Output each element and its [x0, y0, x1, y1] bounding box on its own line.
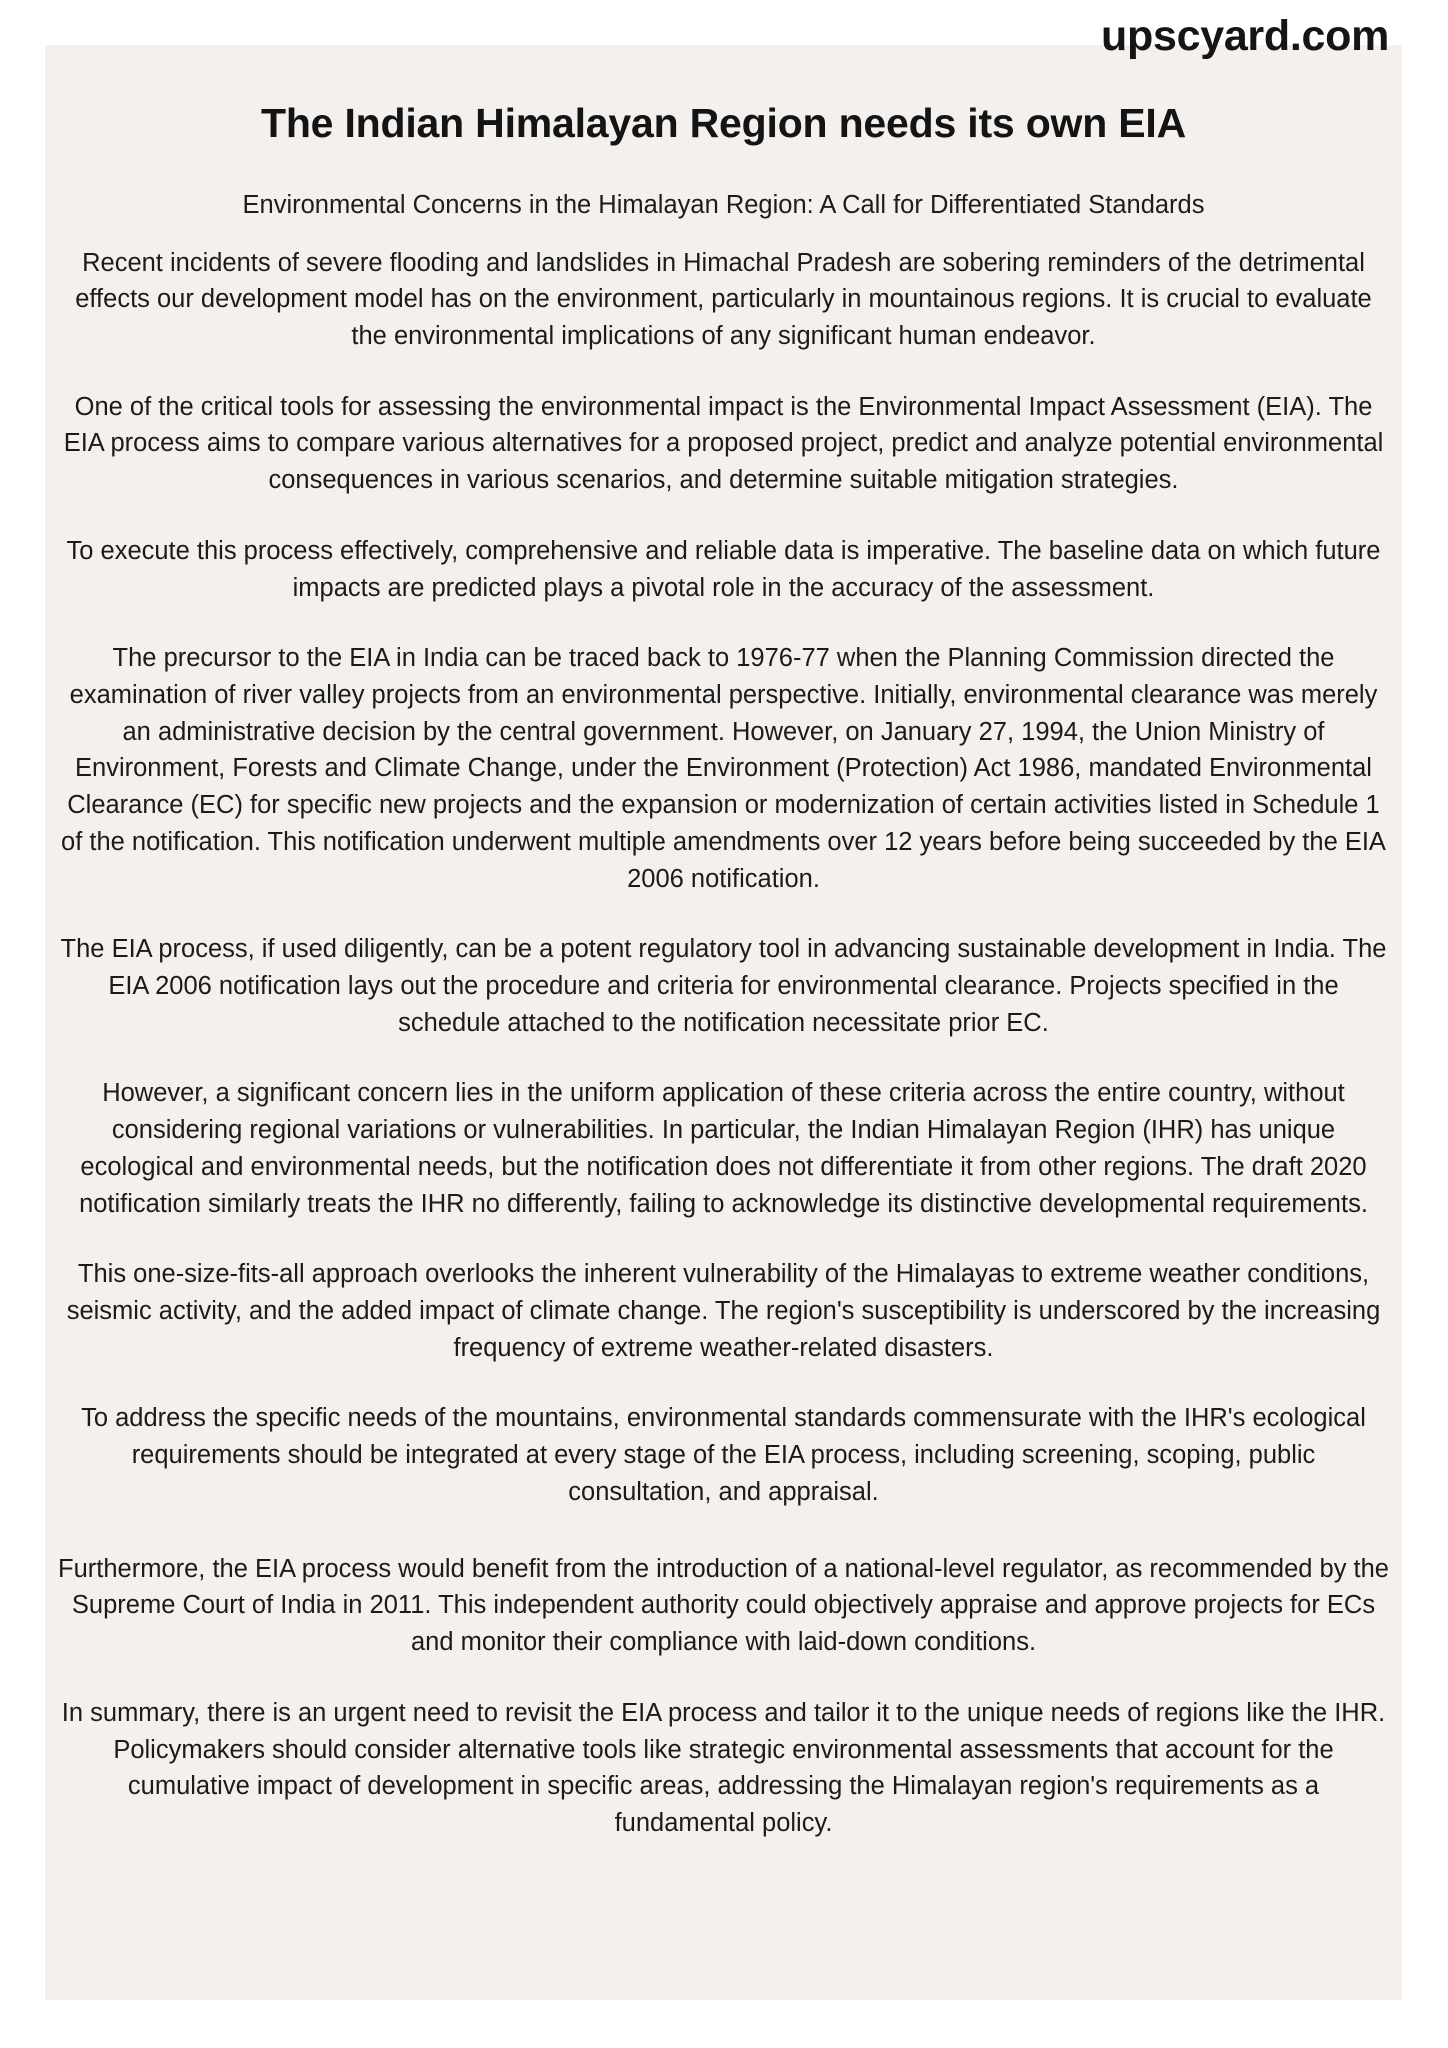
article-content-panel [45, 12, 1402, 2000]
article-paragraph: In summary, there is an urgent need to revisit the EIA process and tailor it to the unique needs of regions like the IHR. Policymakers should consider alternative tools like strategic environmental assessments that account for the cumulative impact of development in specific areas, addressing the Himalayan region's requirements as a fundamental policy. [61, 1698, 1386, 1837]
article-paragraph: The EIA process, if used diligently, can be a potent regulatory tool in advancing sustainable development in India. The EIA 2006 notification lays out the procedure and criteria for environmental clearance. Projects specified in the schedule attached to the notification necessitate prior EC. [60, 935, 1387, 1037]
site-brand-watermark: upscyard.com [1101, 12, 1389, 60]
article-body [45, 245, 1402, 1842]
article-paragraph: Furthermore, the EIA process would benefit from the introduction of a national-level regulator, as recommended by the Supreme Court of India in 2011. This independent authority could objectively appraise and approve projects for ECs and monitor their compliance with laid-down conditions. [58, 1554, 1389, 1657]
article-paragraph: The precursor to the EIA in India can be traced back to 1976-77 when the Planning Commission directed the examination of river valley projects from an environmental perspective. Initially, environmental clearance was merely an administrative decision by the central government. However, on January 27, 1994, the Union Ministry of Environment, Forests and Climate Change, under the Environment (Protection) Act 1986, mandated Environmental Clearance (EC) for specific new projects and the expansion or modernization of certain activities listed in Schedule 1 of the notification. This notification underwent multiple amendments over 12 years before being succeeded by the EIA 2006 notification. [61, 644, 1386, 893]
article-subtitle: Environmental Concerns in the Himalayan Region: A Call for Differentiated Standards [242, 191, 1205, 220]
article-paragraph: To execute this process effectively, comprehensive and reliable data is imperative. The baseline data on which future impacts are predicted plays a pivotal role in the accuracy of the assessment. [66, 536, 1381, 602]
article-paragraph: However, a significant concern lies in the uniform application of these criteria across the entire country, without considering regional variations or vulnerabilities. In particular, the Indian Himalayan Region (IHR) has unique ecological and environmental needs, but the notification does not differentiate it from other regions. The draft 2020 notification similarly treats the IHR no differently, failing to acknowledge its distinctive developmental requirements. [79, 1079, 1368, 1218]
page-title: The Indian Himalayan Region needs its own EIA [260, 100, 1187, 146]
article-paragraph: Recent incidents of severe flooding and landslides in Himachal Pradesh are sobering reminders of the detrimental effects our development model has on the environment, particularly in mountainous regions. It is crucial to evaluate the environmental implications of any significant human endeavor. [75, 248, 1372, 350]
article-paragraph: One of the critical tools for assessing the environmental impact is the Environmental Impact Assessment (EIA). The EIA process aims to compare various alternatives for a proposed project, predict and analyze potential environmental consequences in various scenarios, and determine suitable mitigation strategies. [63, 392, 1384, 495]
article-paragraph: This one-size-fits-all approach overlooks the inherent vulnerability of the Himalayas to extreme weather conditions, seismic activity, and the added impact of climate change. The region's susceptibility is underscored by the increasing frequency of extreme weather-related disasters. [66, 1260, 1381, 1362]
article-paragraph: To address the specific needs of the mountains, environmental standards commensurate with the IHR's ecological requirements should be integrated at every stage of the EIA process, including screening, scoping, public consultation, and appraisal. [81, 1404, 1366, 1506]
